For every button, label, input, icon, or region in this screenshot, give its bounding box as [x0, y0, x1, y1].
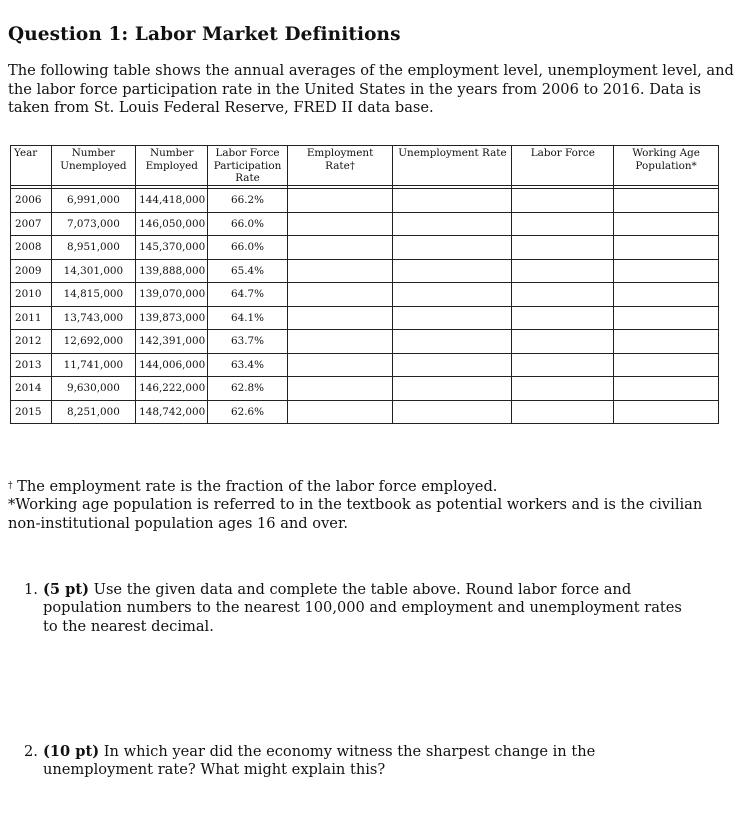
table-row [10, 283, 719, 307]
cell-employed: 146,050,000 [136, 213, 208, 237]
cell-unemployed: 8,251,000 [52, 401, 136, 425]
blank-cell-labor-force[interactable] [512, 330, 614, 354]
cell-lfpr: 66.0% [208, 236, 287, 260]
table-row [10, 260, 719, 284]
blank-cell-employment-rate[interactable] [288, 260, 394, 284]
blank-cell-working-age[interactable] [614, 307, 719, 331]
cell-year: 2008 [10, 236, 52, 260]
blank-cell-unemployment-rate[interactable] [393, 260, 512, 284]
cell-year: 2013 [10, 354, 52, 378]
cell-year: 2014 [10, 377, 52, 401]
blank-cell-unemployment-rate[interactable] [393, 354, 512, 378]
cell-employed: 144,006,000 [136, 354, 208, 378]
footnote-star: *Working age population is referred to in the textbook as potential workers and is the civilian non-institutional population ages 16 and over. [8, 496, 703, 532]
cell-year: 2015 [10, 401, 52, 425]
cell-unemployed: 14,815,000 [52, 283, 136, 307]
question-1-number: 1. [24, 581, 38, 598]
blank-cell-unemployment-rate[interactable] [393, 283, 512, 307]
header-labor-force: Labor Force [512, 145, 614, 186]
blank-cell-working-age[interactable] [614, 260, 719, 284]
cell-unemployed: 7,073,000 [52, 213, 136, 237]
cell-lfpr: 63.4% [208, 354, 287, 378]
labor-market-table [10, 145, 719, 424]
blank-cell-labor-force[interactable] [512, 401, 614, 425]
cell-lfpr: 63.7% [208, 330, 287, 354]
blank-cell-unemployment-rate[interactable] [393, 189, 512, 213]
blank-cell-unemployment-rate[interactable] [393, 377, 512, 401]
table-row [10, 307, 719, 331]
cell-employed: 144,418,000 [136, 189, 208, 213]
cell-employed: 139,873,000 [136, 307, 208, 331]
cell-unemployed: 13,743,000 [52, 307, 136, 331]
cell-lfpr: 64.7% [208, 283, 287, 307]
cell-unemployed: 9,630,000 [52, 377, 136, 401]
header-working-age-label: Working Age Population [632, 147, 700, 172]
table-row [10, 354, 719, 378]
header-employed: Number Employed [136, 145, 208, 186]
blank-cell-working-age[interactable] [614, 401, 719, 425]
header-unemployed: Number Unemployed [52, 145, 136, 186]
blank-cell-working-age[interactable] [614, 213, 719, 237]
table-row [10, 401, 719, 425]
blank-cell-labor-force[interactable] [512, 354, 614, 378]
blank-cell-working-age[interactable] [614, 377, 719, 401]
footnote-dagger-mark: † [8, 481, 13, 491]
blank-cell-employment-rate[interactable] [288, 307, 394, 331]
table-row [10, 330, 719, 354]
blank-cell-working-age[interactable] [614, 236, 719, 260]
cell-year: 2006 [10, 189, 52, 213]
cell-employed: 146,222,000 [136, 377, 208, 401]
blank-cell-unemployment-rate[interactable] [393, 213, 512, 237]
blank-cell-employment-rate[interactable] [288, 283, 394, 307]
blank-cell-employment-rate[interactable] [288, 354, 394, 378]
question-1-points: (5 pt) [43, 581, 89, 598]
blank-cell-employment-rate[interactable] [288, 236, 394, 260]
header-employment-rate-label: Employment Rate [306, 147, 374, 172]
cell-unemployed: 11,741,000 [52, 354, 136, 378]
blank-cell-labor-force[interactable] [512, 189, 614, 213]
blank-cell-unemployment-rate[interactable] [393, 236, 512, 260]
blank-cell-employment-rate[interactable] [288, 213, 394, 237]
cell-year: 2007 [10, 213, 52, 237]
cell-lfpr: 66.0% [208, 213, 287, 237]
table-row [10, 377, 719, 401]
footnote-dagger-text: The employment rate is the fraction of the labor force employed. [12, 478, 498, 495]
cell-year: 2012 [10, 330, 52, 354]
intro-paragraph: The following table shows the annual averages of the employment level, unemployment level, and the labor force participation rate in the United States in the years from 2006 to 2016. Data is taken from St. Louis Federal Reserve, FRED II data base. [8, 62, 734, 116]
blank-cell-employment-rate[interactable] [288, 401, 394, 425]
blank-cell-working-age[interactable] [614, 354, 719, 378]
header-lfpr: Labor Force Participation Rate [208, 145, 287, 186]
question-2-number: 2. [24, 743, 38, 760]
blank-cell-employment-rate[interactable] [288, 330, 394, 354]
header-unemployment-rate: Unemployment Rate [393, 145, 512, 186]
cell-unemployed: 14,301,000 [52, 260, 136, 284]
cell-unemployed: 8,951,000 [52, 236, 136, 260]
cell-year: 2010 [10, 283, 52, 307]
blank-cell-labor-force[interactable] [512, 307, 614, 331]
cell-lfpr: 65.4% [208, 260, 287, 284]
cell-employed: 148,742,000 [136, 401, 208, 425]
blank-cell-working-age[interactable] [614, 330, 719, 354]
cell-unemployed: 12,692,000 [52, 330, 136, 354]
blank-cell-employment-rate[interactable] [288, 377, 394, 401]
header-year: Year [10, 145, 52, 186]
question-1-text: Use the given data and complete the table above. Round labor force and population numbers to the nearest 100,000 and employment and unemployment rates to the nearest decimal. [43, 581, 682, 635]
header-working-age [614, 145, 719, 186]
blank-cell-labor-force[interactable] [512, 377, 614, 401]
blank-cell-unemployment-rate[interactable] [393, 330, 512, 354]
header-employment-rate [288, 145, 394, 186]
blank-cell-unemployment-rate[interactable] [393, 401, 512, 425]
page-title: Question 1: Labor Market Definitions [8, 24, 401, 45]
blank-cell-labor-force[interactable] [512, 236, 614, 260]
table-row [10, 213, 719, 237]
table-row [10, 236, 719, 260]
star-mark: * [691, 159, 697, 172]
blank-cell-working-age[interactable] [614, 189, 719, 213]
table-header-row [10, 145, 719, 186]
table-row [10, 189, 719, 213]
question-2 [24, 743, 688, 780]
cell-employed: 139,888,000 [136, 260, 208, 284]
cell-lfpr: 62.8% [208, 377, 287, 401]
cell-employed: 145,370,000 [136, 236, 208, 260]
blank-cell-employment-rate[interactable] [288, 189, 394, 213]
blank-cell-labor-force[interactable] [512, 213, 614, 237]
blank-cell-working-age[interactable] [614, 283, 719, 307]
dagger-mark: † [349, 159, 355, 172]
question-2-points: (10 pt) [43, 743, 100, 760]
cell-lfpr: 66.2% [208, 189, 287, 213]
footnote-dagger [8, 478, 734, 496]
blank-cell-labor-force[interactable] [512, 283, 614, 307]
cell-lfpr: 62.6% [208, 401, 287, 425]
footnotes [8, 478, 734, 533]
question-2-text: In which year did the economy witness the sharpest change in the unemployment rate? What might explain this? [43, 743, 596, 779]
blank-cell-labor-force[interactable] [512, 260, 614, 284]
cell-lfpr: 64.1% [208, 307, 287, 331]
cell-unemployed: 6,991,000 [52, 189, 136, 213]
cell-year: 2011 [10, 307, 52, 331]
cell-employed: 139,070,000 [136, 283, 208, 307]
question-1 [24, 581, 688, 636]
cell-employed: 142,391,000 [136, 330, 208, 354]
cell-year: 2009 [10, 260, 52, 284]
blank-cell-unemployment-rate[interactable] [393, 307, 512, 331]
